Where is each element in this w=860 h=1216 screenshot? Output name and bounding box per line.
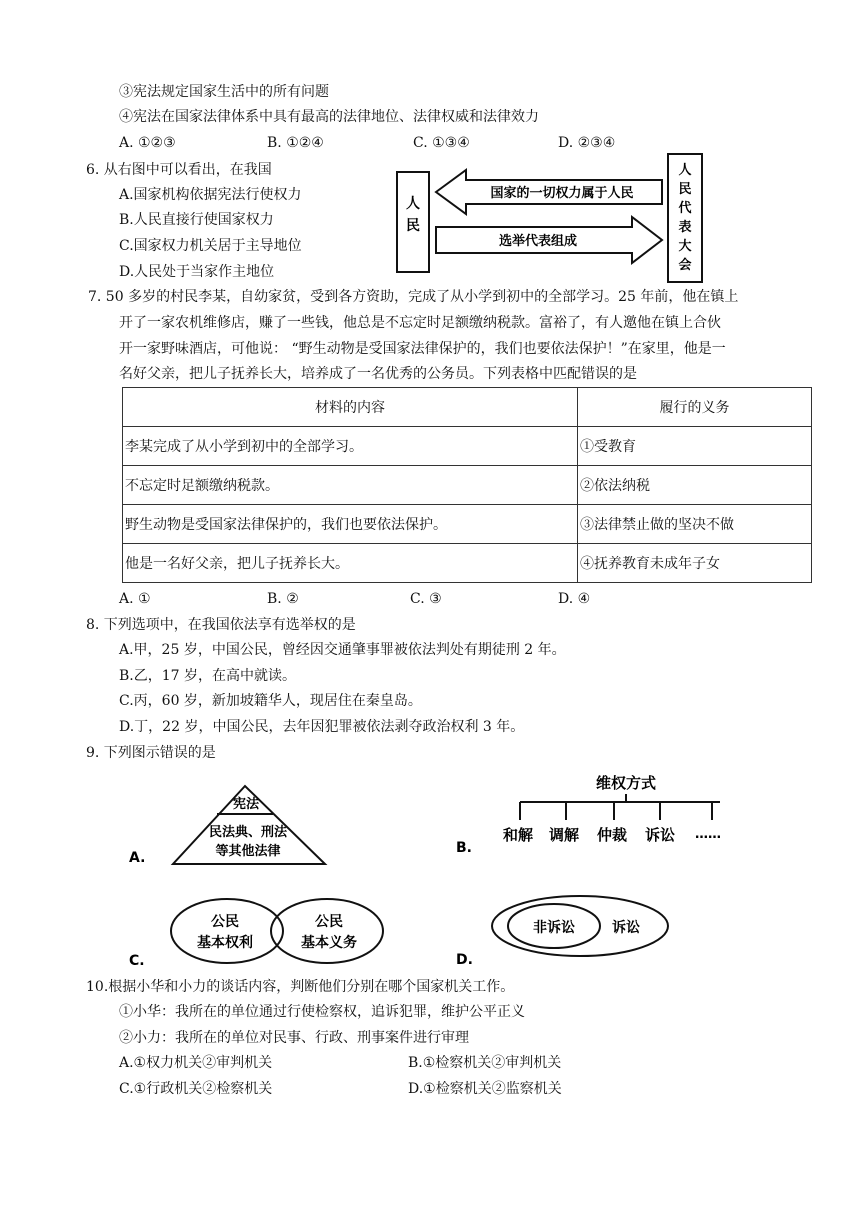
npc-box-char-5: 大 (678, 239, 692, 254)
q10-item-1: ①小华：我所在的单位通过行使检察权，追诉犯罪，维护公平正义 (119, 1004, 525, 1020)
figure-c-label: C. (129, 953, 145, 969)
table-cell-duty: ①受教育 (578, 427, 812, 466)
q10-stem: 10.根据小华和小力的谈话内容，判断他们分别在哪个国家机关工作。 (86, 979, 515, 995)
tree-leaf: 诉讼 (644, 826, 676, 844)
q8-stem: 8. 下列选项中，在我国依法享有选举权的是 (86, 617, 356, 633)
q6-option-d: D.人民处于当家作主地位 (119, 264, 275, 280)
q5-item-3: ③宪法规定国家生活中的所有问题 (119, 84, 329, 100)
q8-option-a: A.甲，25 岁，中国公民，曾经因交通肇事罪被依法判处有期徒刑 2 年。 (119, 642, 566, 658)
q9-stem: 9. 下列图示错误的是 (86, 745, 216, 761)
table-cell-material: 李某完成了从小学到初中的全部学习。 (123, 427, 578, 466)
q6-stem: 6. 从右图中可以看出，在我国 (86, 162, 272, 178)
q10-option-c: C.①行政机关②检察机关 (119, 1081, 273, 1097)
tree-leaf: 和解 (502, 826, 534, 844)
figure-a-label: A. (129, 850, 146, 866)
table-header-row (123, 388, 812, 427)
table-cell-duty: ④抚养教育未成年子女 (578, 544, 812, 583)
q6-option-c: C.国家权力机关居于主导地位 (119, 238, 302, 254)
pyramid-bottom-text-1: 民法典、刑法 (208, 825, 288, 840)
litigation-ellipse (492, 896, 668, 956)
table-cell-material: 野生动物是受国家法律保护的，我们也要依法保护。 (123, 505, 578, 544)
q5-option-c: C. ①③④ (413, 135, 470, 151)
table-row (123, 505, 812, 544)
duties-text-1: 公民 (315, 914, 343, 930)
people-box-char-1: 人 (406, 196, 420, 212)
q7-stem-line-2: 开了一家农机维修店，赚了一些钱，他总是不忘定时足额缴纳税款。富裕了，有人邀他在镇上合伙 (119, 315, 721, 331)
q10-item-2: ②小力：我所在的单位对民事、行政、刑事案件进行审理 (119, 1030, 469, 1046)
q7-option-c: C. ③ (410, 591, 442, 607)
table-row (123, 544, 812, 583)
q5-option-a: A. ①②③ (119, 135, 176, 151)
q10-option-b: B.①检察机关②审判机关 (408, 1055, 562, 1071)
npc-box-char-1: 人 (678, 163, 692, 178)
q5-option-b: B. ①②④ (267, 135, 324, 151)
table-header-duty: 履行的义务 (578, 388, 812, 427)
q8-option-b: B.乙，17 岁，在高中就读。 (119, 668, 297, 684)
npc-box-char-2: 民 (678, 182, 692, 197)
non-litigation-text: 非诉讼 (533, 920, 575, 936)
bottom-arrow-label: 选举代表组成 (498, 234, 578, 249)
rights-text-1: 公民 (211, 914, 239, 930)
pyramid-top-text: 宪法 (232, 797, 260, 812)
q9-figure-a (125, 780, 335, 870)
q9-figure-c (125, 893, 385, 973)
q7-option-b: B. ② (267, 591, 299, 607)
figure-d-label: D. (456, 952, 473, 968)
pyramid-bottom-text-2: 等其他法律 (215, 844, 281, 859)
table-header-material: 材料的内容 (123, 388, 578, 427)
figure-b-label: B. (456, 840, 472, 856)
q6-diagram (390, 150, 710, 285)
q6-option-b: B.人民直接行使国家权力 (119, 212, 274, 228)
table-cell-duty: ③法律禁止做的坚决不做 (578, 505, 812, 544)
tree-root-text: 维权方式 (595, 774, 657, 792)
npc-box-char-4: 表 (678, 220, 692, 235)
duties-ellipse (271, 899, 383, 963)
rights-text-2: 基本权利 (197, 935, 253, 951)
q10-option-d: D.①检察机关②监察机关 (408, 1081, 562, 1097)
table-cell-material: 不忘定时足额缴纳税款。 (123, 466, 578, 505)
q7-stem-line-4: 名好父亲，把儿子抚养长大，培养成了一名优秀的公务员。下列表格中匹配错误的是 (119, 366, 637, 382)
q7-option-a: A. ① (119, 591, 151, 607)
q7-stem-line-1: 7. 50 多岁的村民李某，自幼家贫，受到各方资助，完成了从小学到初中的全部学习。25 年前，他在镇上 (88, 289, 739, 305)
q6-option-a: A.国家机构依据宪法行使权力 (119, 187, 302, 203)
q10-option-a: A.①权力机关②审判机关 (119, 1055, 273, 1071)
q7-stem-line-3: 开一家野味酒店，可他说： “野生动物是受国家法律保护的，我们也要依法保护！”在家里，他是一 (119, 341, 726, 357)
table-cell-material: 他是一名好父亲，把儿子抚养长大。 (123, 544, 578, 583)
q7-table (122, 387, 812, 583)
npc-box-char-6: 会 (678, 258, 692, 273)
table-cell-duty: ②依法纳税 (578, 466, 812, 505)
q5-option-d: D. ②③④ (558, 135, 616, 151)
q8-option-c: C.丙，60 岁，新加坡籍华人，现居住在秦皇岛。 (119, 693, 422, 709)
tree-leaf: …… (695, 827, 721, 842)
q7-option-d: D. ④ (558, 591, 591, 607)
q8-option-d: D.丁，22 岁，中国公民，去年因犯罪被依法剥夺政治权利 3 年。 (119, 719, 525, 735)
q9-figure-b (450, 768, 740, 858)
duties-text-2: 基本义务 (301, 935, 357, 951)
tree-leaf: 调解 (548, 826, 580, 844)
npc-box-char-3: 代 (678, 201, 692, 216)
rights-ellipse (171, 899, 283, 963)
litigation-text: 诉讼 (612, 920, 640, 936)
table-row (123, 466, 812, 505)
top-arrow-label: 国家的一切权力属于人民 (490, 186, 634, 201)
people-box-char-2: 民 (406, 218, 420, 234)
table-row (123, 427, 812, 466)
q9-figure-d (450, 890, 680, 970)
q5-item-4: ④宪法在国家法律体系中具有最高的法律地位、法律权威和法律效力 (119, 109, 539, 125)
tree-leaf: 仲裁 (596, 826, 628, 844)
